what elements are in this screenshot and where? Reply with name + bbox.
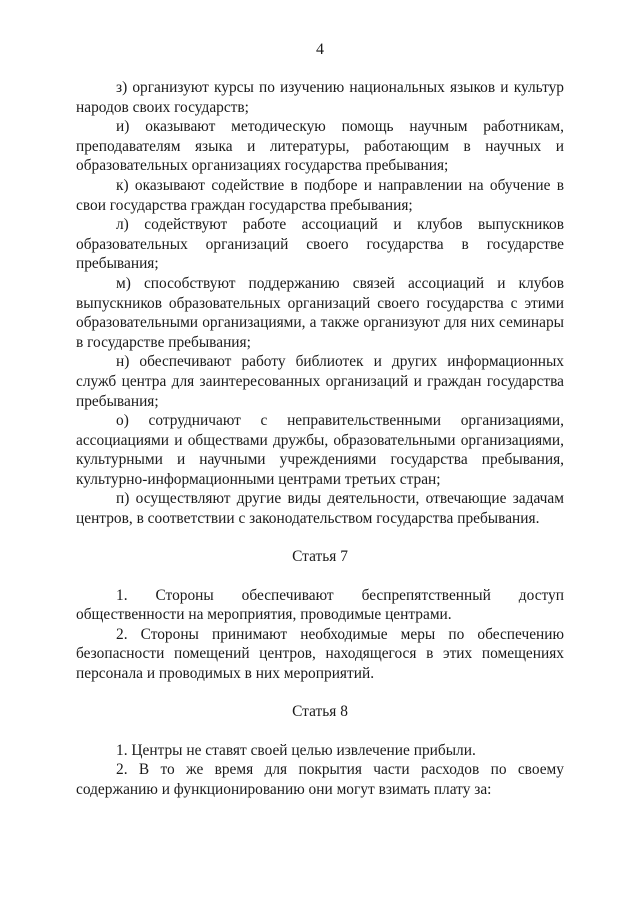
list-item-p: п) осуществляют другие виды деятельности, отвечающие задачам центров, в соответствии с законодательством государства пребывания. — [76, 490, 564, 528]
article-7-paragraph-1: 1. Стороны обеспечивают беспрепятственный доступ общественности на мероприятия, проводимые центрами. — [76, 586, 564, 624]
list-item-m: м) способствуют поддержанию связей ассоциаций и клубов выпускников образовательных организаций своего государства с этими образовательными организациями, а также организуют для них семинары в государстве пребывания; — [76, 274, 564, 351]
list-item-k: к) оказывают содействие в подборе и направлении на обучение в свои государства граждан государства пребывания; — [76, 176, 564, 214]
list-item-z: з) организуют курсы по изучению национальных языков и культур народов своих государств; — [76, 79, 564, 116]
page-number: 4 — [316, 41, 324, 58]
article-8-paragraph-1: 1. Центры не ставят своей целью извлечение прибыли. — [116, 741, 476, 759]
list-item-o: о) сотрудничают с неправительственными организациями, ассоциациями и обществами дружбы, образовательными организациями, культурными и научными учреждениями государства пребывания, культурно-информационными центрами третьих стран; — [76, 412, 564, 488]
list-item-l: л) содействуют работе ассоциаций и клубов выпускников образовательных организаций своего государства в государстве пребывания; — [76, 216, 564, 273]
document-body — [76, 78, 564, 799]
list-item-n: н) обеспечивают работу библиотек и других информационных служб центра для заинтересованных организаций и граждан государства пребывания; — [76, 353, 564, 410]
article-8-heading: Статья 8 — [292, 702, 348, 720]
article-7-paragraph-2: 2. Стороны принимают необходимые меры по обеспечению безопасности помещений центров, находящегося в этих помещениях персонала и проводимых в них мероприятий. — [76, 625, 564, 683]
list-item-i: и) оказывают методическую помощь научным работникам, преподавателям языка и литературы, работающим в научных и образовательных организациях государства пребывания; — [76, 118, 564, 175]
article-7-heading: Статья 7 — [292, 547, 348, 565]
article-8-paragraph-2: 2. В то же время для покрытия части расходов по своему содержанию и функционированию они могут взимать плату за: — [76, 761, 564, 798]
